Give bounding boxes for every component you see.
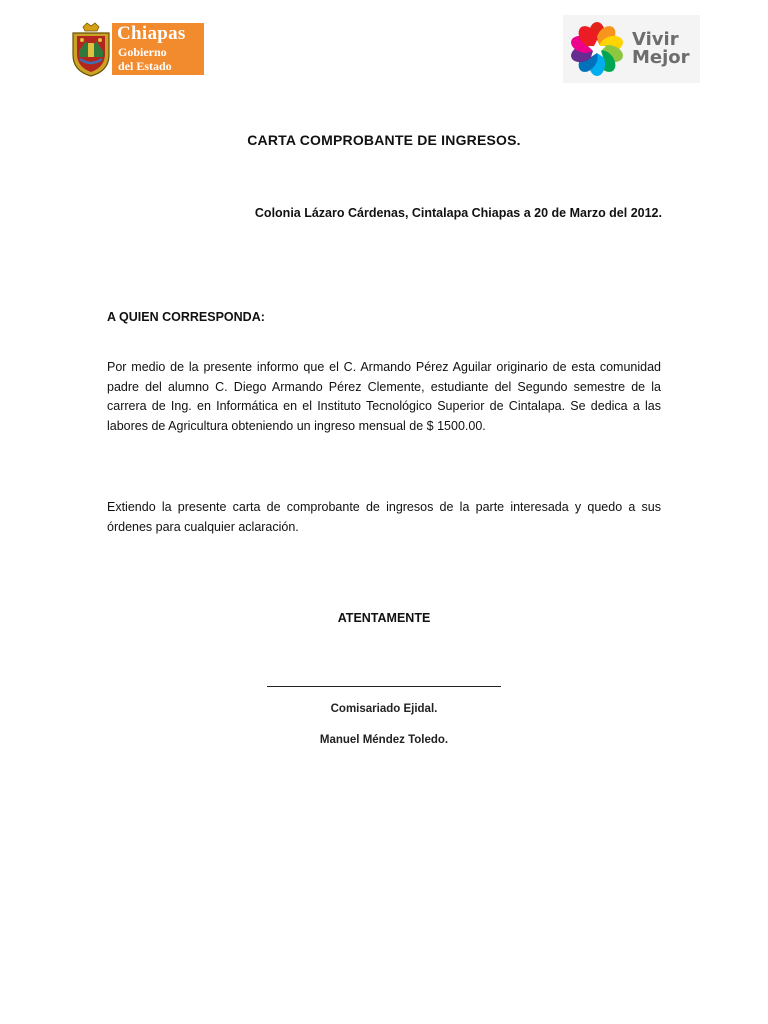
document-title: CARTA COMPROBANTE DE INGRESOS.: [247, 132, 521, 148]
signature-line: [267, 686, 501, 687]
chiapas-logo-line1: Gobierno: [118, 45, 167, 59]
chiapas-logo-name: Chiapas: [117, 23, 186, 44]
body-paragraph-2: Extiendo la presente carta de comprobante de ingresos de la parte interesada y quedo a sus órdenes para cualquier aclaración.: [107, 500, 661, 534]
chiapas-government-logo: [70, 21, 205, 77]
multicolor-flower-icon: [569, 21, 625, 77]
signature-role: Comisariado Ejidal.: [330, 703, 438, 715]
body-paragraph-1: Por medio de la presente informo que el C. Armando Pérez Aguilar originario de esta comunidad padre del alumno C. Diego Armando Pérez Clemente, estudiante del Segundo semestre de la carrera de Ing. en Informática en el Instituto Tecnológico Superior de Cintalapa. Se dedica a las labores de Agricultura obteniendo un ingreso mensual de $ 1500.00.: [107, 360, 661, 433]
vivir-mejor-logo: [563, 15, 700, 83]
vivir-mejor-line1: Vivir: [632, 29, 679, 50]
closing: ATENTAMENTE: [337, 611, 431, 625]
vivir-mejor-text: [632, 31, 690, 67]
coat-of-arms-icon: [70, 21, 112, 77]
place-and-date: Colonia Lázaro Cárdenas, Cintalapa Chiapas a 20 de Marzo del 2012.: [254, 206, 662, 220]
signature-name: Manuel Méndez Toledo.: [319, 734, 449, 746]
chiapas-logo-box: [112, 23, 204, 75]
chiapas-logo-line2: del Estado: [118, 59, 172, 73]
vivir-mejor-line2: Mejor: [632, 47, 690, 68]
salutation: A QUIEN CORRESPONDA:: [107, 310, 265, 324]
